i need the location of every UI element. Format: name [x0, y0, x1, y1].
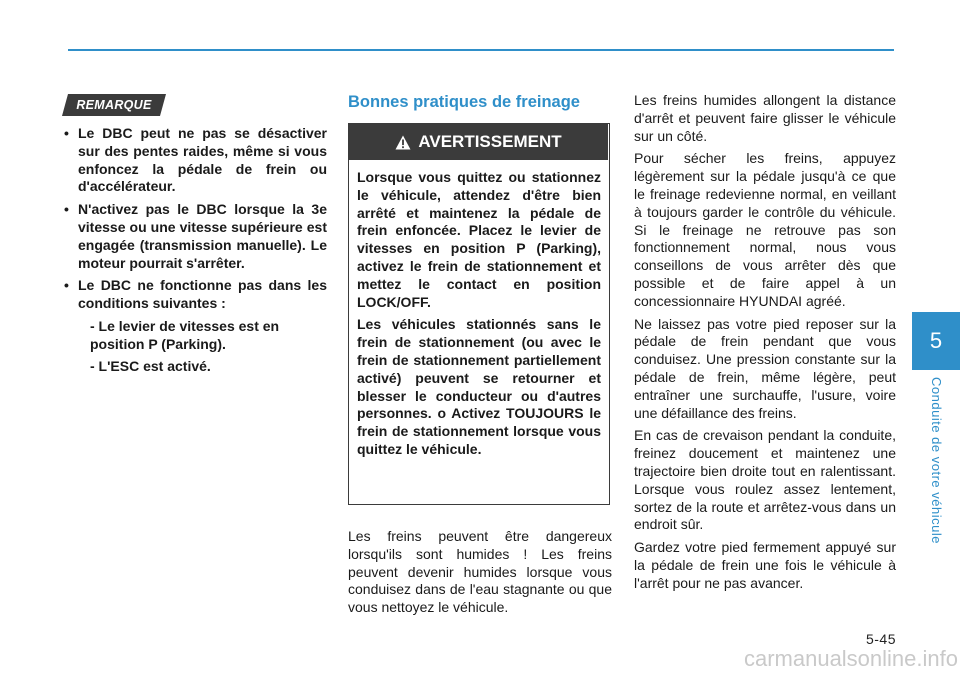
note-bullet-3: [62, 277, 327, 313]
note-sub-item-2: - L'ESC est activé.: [90, 357, 211, 374]
section-heading: Bonnes pratiques de freinage: [348, 93, 580, 111]
warning-paragraph-2: Les véhicules stationnés sans le frein de stationnement (ou avec le frein de stationnement partiellement activé) peuvent se retourner et blesser le conducteur ou d'autres personnes. o Activez TOUJOURS le frein de stationnement lorsque vous quittez le véhicule.: [357, 316, 601, 457]
warning-triangle-icon: [395, 135, 411, 150]
note-bullet-1: [62, 125, 327, 196]
note-list: [62, 125, 327, 379]
note-sub-list: [62, 318, 327, 375]
warning-header: [349, 124, 608, 160]
page-number: 5-45: [865, 631, 896, 647]
bullet-dot: •: [64, 201, 69, 218]
note-bullet-2-text: N'activez pas le DBC lorsque la 3e vitesse ou une vitesse supérieure est engagée (transmission manuelle). Le moteur pourrait s'arrêter.: [78, 201, 327, 271]
bullet-dot: •: [64, 125, 69, 141]
right-paragraph-4: En cas de crevaison pendant la conduite, freinez doucement et maintenez une trajectoire bien droite tout en ralentissant. Lorsque vous roulez assez lentement, sortez de la route et arrêtez-vous dans un endroit sûr.: [634, 427, 896, 533]
chapter-title: Conduite de votre véhicule: [928, 376, 944, 544]
remarque-label: REMARQUE: [76, 98, 152, 112]
note-sub-item-1: - Le levier de vitesses est en position P (Parking).: [90, 317, 280, 352]
right-paragraph-2: Pour sécher les freins, appuyez légèrement sur la pédale jusqu'à ce que le freinage redevienne normal, en veillant à toujours garder le contrôle du véhicule. Si le freinage ne retrouve pas son fonctionnement normal, nous vous conseillons de vous arrêter dès que possible et de faire appel à un concessionnaire HYUNDAI agréé.: [634, 150, 896, 309]
warning-title: AVERTISSEMENT: [418, 132, 562, 151]
note-bullet-3-text: Le DBC ne fonctionne pas dans les conditions suivantes :: [78, 277, 327, 312]
right-paragraph-3: Ne laissez pas votre pied reposer sur la pédale de frein pendant que vous conduisez. Une pression constante sur la pédale de frein, même légère, peut entraîner une surchauffe, l'usure, voire une défaillance des freins.: [634, 315, 896, 421]
note-bullet-1-text: Le DBC peut ne pas se désactiver sur des pentes raides, même si vous enfoncez la pédale de frein ou d'accélérateur.: [78, 125, 327, 195]
note-bullet-2: [62, 201, 327, 272]
top-rule: [68, 49, 894, 51]
warning-body: [357, 169, 601, 464]
right-paragraph-1: Les freins humides allongent la distance d'arrêt et peuvent faire glisser le véhicule sur un côté.: [634, 92, 896, 144]
chapter-title-vertical: [924, 370, 948, 550]
watermark-text: carmanualsonline.info: [743, 646, 958, 671]
bullet-dot: •: [64, 277, 69, 294]
chapter-number-tab: 5: [912, 312, 960, 370]
warning-paragraph-1: Lorsque vous quittez ou stationnez le véhicule, attendez d'être bien arrêté et maintenez la pédale de frein enfoncée. Placez le levier de vitesses en position P (Parking), activez le frein de stationnement et mettez le contact en position LOCK/OFF.: [357, 169, 601, 310]
right-paragraph-5: Gardez votre pied fermement appuyé sur la pédale de frein une fois le véhicule à l'arrêt pour ne pas avancer.: [634, 539, 896, 591]
warning-box: [348, 123, 610, 505]
section-body-text: Les freins peuvent être dangereux lorsqu'ils sont humides ! Les freins peuvent devenir humides lorsque vous conduisez dans de l'eau stagnante ou que vous nettoyez le véhicule.: [348, 528, 612, 616]
remarque-tag: [62, 94, 166, 116]
right-column: [634, 92, 896, 598]
